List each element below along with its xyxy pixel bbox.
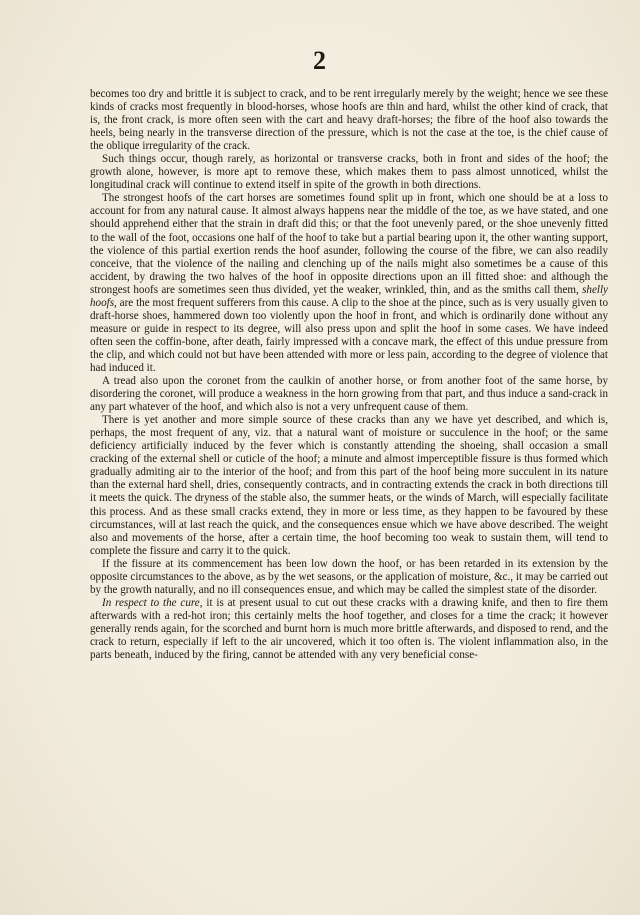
paragraph	[90, 558, 608, 597]
paragraph	[90, 153, 608, 192]
text-run: becomes too dry and brittle it is subject to crack, and to be rent irregularly merely by the weight; hence we see these kinds of cracks most frequently in blood-horses, whose hoofs are thin and hard, whilst the other kind of crack, that is, the front crack, is more often seen with the cart and heavy draft-horses; the fibre of the hoof also towards the heels, being nearly in the transverse direction of the pressure, which is not the case at the toe, is the chief cause of the oblique irregularity of the crack.	[90, 88, 608, 153]
paragraph	[90, 192, 608, 375]
paragraph	[90, 597, 608, 662]
text-run: If the fissure at its commencement has been low down the hoof, or has been retarded in its extension by the opposite circumstances to the above, as by the wet seasons, or the application of moisture, &c., it may be carried out by the growth naturally, and no ill consequences ensue, and which may be called the simplest state of the disorder.	[90, 557, 608, 596]
text-run: are the most frequent sufferers from this cause. A clip to the shoe at the pince, such as is very usually given to draft-horse shoes, hammered down too violently upon the hoof in front, and which is ordinarily done without any measure or guide in respect to its degree, will also press upon and split the hoof in some cases. We have indeed often seen the coffin-bone, after death, fairly impressed with a concave mark, the effect of this undue pressure from the clip, and which could not but have been attended with more or less pain, according to the degree of violence that had induced it.	[90, 296, 608, 374]
italic-phrase: In respect to the cure,	[102, 596, 203, 609]
text-run: The strongest hoofs of the cart horses are sometimes found split up in front, which one should be at a loss to account for from any natural cause. It almost always happens near the middle of the toe, as we have stated, and one should apprehend either that the strain in draft did this; or that the foot unevenly pared, or the shoe unevenly fitted to the wall of the foot, occasions one half of the hoof to take but a partial bearing upon it, the other wanting support, the violence of this partial exertion rends the hoof asunder, following the course of the fibre, we can also readily conceive, that the violence of the nailing and clenching up of the nails might also sometimes be a cause of this accident, by drawing the two halves of the hoof in opposite directions upon an ill fitted shoe: and although the strongest hoofs are sometimes seen thus divided, yet the weaker, wrinkled, thin, and as the smiths call them,	[90, 192, 608, 296]
body-text	[90, 88, 608, 662]
paragraph	[90, 375, 608, 414]
text-run: There is yet another and more simple source of these cracks than any we have yet described, and which is, perhaps, the most frequent of any, viz. that a natural want of moisture or succulence in the hoof; or the same deficiency artificially induced by the fever which is constantly attending the shoeing, shall occasion a small cracking of the external shell or cuticle of the hoof; a minute and almost imperceptible fissure is thus formed which gradually admiting air to the interior of the hoof; and from this part of the hoof being more succulent in its nature than the external hard shell, dries, consequently contracts, and in contracting extends the crack in both directions till it meets the quick. The dryness of the stable also, the summer heats, or the winds of March, will especially facilitate this process. And as these small cracks extend, they in more or less time, as they happen to be favoured by these circumstances, will at last reach the quick, and the consequences ensue which we have above described. The weight also and movements of the horse, after a certain time, the hoof becoming too weak to sustain them, will tend to complete the fissure and carry it to the quick.	[90, 414, 608, 557]
text-run: A tread also upon the coronet from the caulkin of another horse, or from another foot of the same horse, by disordering the coronet, will produce a weakness in the horn growing from that part, and thus induce a sand-crack in any part whatever of the hoof, and which also is not a very unfrequent cause of them.	[90, 375, 608, 414]
italic-phrase: shelly hoofs,	[90, 283, 608, 309]
text-run: Such things occur, though rarely, as horizontal or transverse cracks, both in front and sides of the hoof; the growth alone, however, is more apt to remove these, which makes them to pass almost unnoticed, whilst the longitudinal crack will continue to extend itself in spite of the growth in both directions.	[90, 153, 608, 192]
text-run: it is at present usual to cut out these cracks with a drawing knife, and then to fire them afterwards with a red-hot iron; this certainly melts the hoof together, and closes for a time the crack; it however generally rends again, for the scorched and burnt horn is much more brittle afterwards, and disposed to rend, and the crack to return, especially if left to the air uncovered, which it too often is. The violent inflammation also, in the parts beneath, induced by the firing, cannot be attended with any very beneficial conse-	[90, 596, 609, 662]
page-number: 2	[313, 46, 327, 75]
paragraph	[90, 414, 608, 558]
paragraph	[90, 88, 608, 153]
